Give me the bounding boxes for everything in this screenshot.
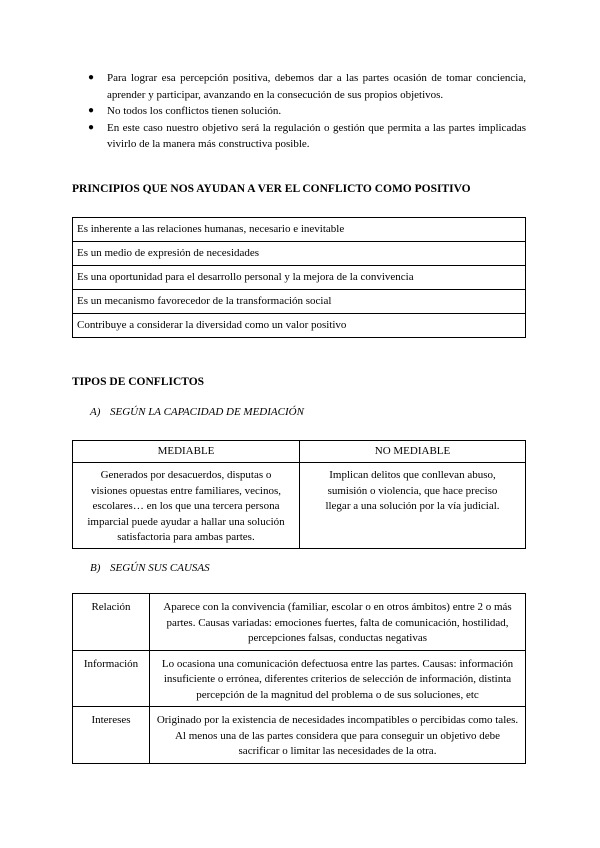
table-row (73, 314, 526, 338)
list-item (72, 120, 526, 153)
principles-table (72, 217, 526, 338)
bullet-text: En este caso nuestro objetivo será la regulación o gestión que permita a las partes implicadas vivirlo de la manera más constructiva posible. (107, 121, 526, 150)
bullet-text: No todos los conflictos tienen solución. (107, 105, 282, 117)
section-a-letter: A) (90, 406, 101, 418)
table-row (73, 290, 526, 314)
section-a-title: SEGÚN LA CAPACIDAD DE MEDIACIÓN (110, 406, 304, 418)
list-item (72, 70, 526, 103)
table-cell: Generados por desacuerdos, disputas o visiones opuestas entre familiares, vecinos, escolares… en los que una tercera persona imparcial puede ayudar a hallar una solución satisfactoria para ambas partes. (73, 463, 300, 549)
table-row (73, 594, 526, 651)
cause-label: Intereses (73, 707, 150, 764)
section-b-heading (90, 560, 210, 577)
cause-description: Originado por la existencia de necesidades incompatibles o percibidas como tales. Al menos una de las partes considera que para conseguir un objetivo debe sacrificar o limitar las necesidades de la otra. (150, 707, 526, 764)
table-row (73, 463, 526, 549)
bullet-icon: ● (88, 121, 95, 133)
section-a-heading (90, 404, 304, 421)
cause-description: Aparece con la convivencia (familiar, escolar o en otros ámbitos) entre 2 o más partes. Causas variadas: emociones fuertes, falta de comunicación, hostilidad, percepciones falsas, conductas negativas (150, 594, 526, 651)
table-row (73, 242, 526, 266)
column-header-no-mediable: NO MEDIABLE (300, 441, 526, 463)
table-row (73, 707, 526, 764)
table-cell: Es un mecanismo favorecedor de la transformación social (73, 290, 526, 314)
bullet-icon: ● (88, 72, 95, 83)
list-item (72, 103, 526, 120)
table-cell: Implican delitos que conllevan abuso, sumisión o violencia, que hace preciso llegar a una solución por la vía judicial. (300, 463, 526, 549)
mediation-table (72, 440, 526, 549)
bullet-list (72, 70, 526, 153)
table-row (73, 266, 526, 290)
table-cell: Es inherente a las relaciones humanas, necesario e inevitable (73, 218, 526, 242)
cause-label: Información (73, 650, 150, 707)
cause-label: Relación (73, 594, 150, 651)
section-b-letter: B) (90, 562, 101, 574)
causes-table (72, 593, 526, 764)
types-heading: TIPOS DE CONFLICTOS (72, 376, 205, 388)
table-cell: Es un medio de expresión de necesidades (73, 242, 526, 266)
table-header-row (73, 441, 526, 463)
bullet-text: Para lograr esa percepción positiva, debemos dar a las partes ocasión de tomar conciencia, aprender y participar, avanzando en la consecución de sus propios objetivos. (107, 72, 526, 101)
table-cell: Es una oportunidad para el desarrollo personal y la mejora de la convivencia (73, 266, 526, 290)
bullet-icon: ● (88, 105, 95, 116)
cause-description: Lo ocasiona una comunicación defectuosa entre las partes. Causas: información insuficiente o errónea, diferentes criterios de selección de información, distinta percepción de la magnitud del problema o de sus soluciones, etc (150, 650, 526, 707)
table-cell: Contribuye a considerar la diversidad como un valor positivo (73, 314, 526, 338)
column-header-mediable: MEDIABLE (73, 441, 300, 463)
table-row (73, 650, 526, 707)
table-row (73, 218, 526, 242)
principles-heading: PRINCIPIOS QUE NOS AYUDAN A VER EL CONFLICTO COMO POSITIVO (72, 183, 471, 195)
section-b-title: SEGÚN SUS CAUSAS (110, 562, 210, 574)
